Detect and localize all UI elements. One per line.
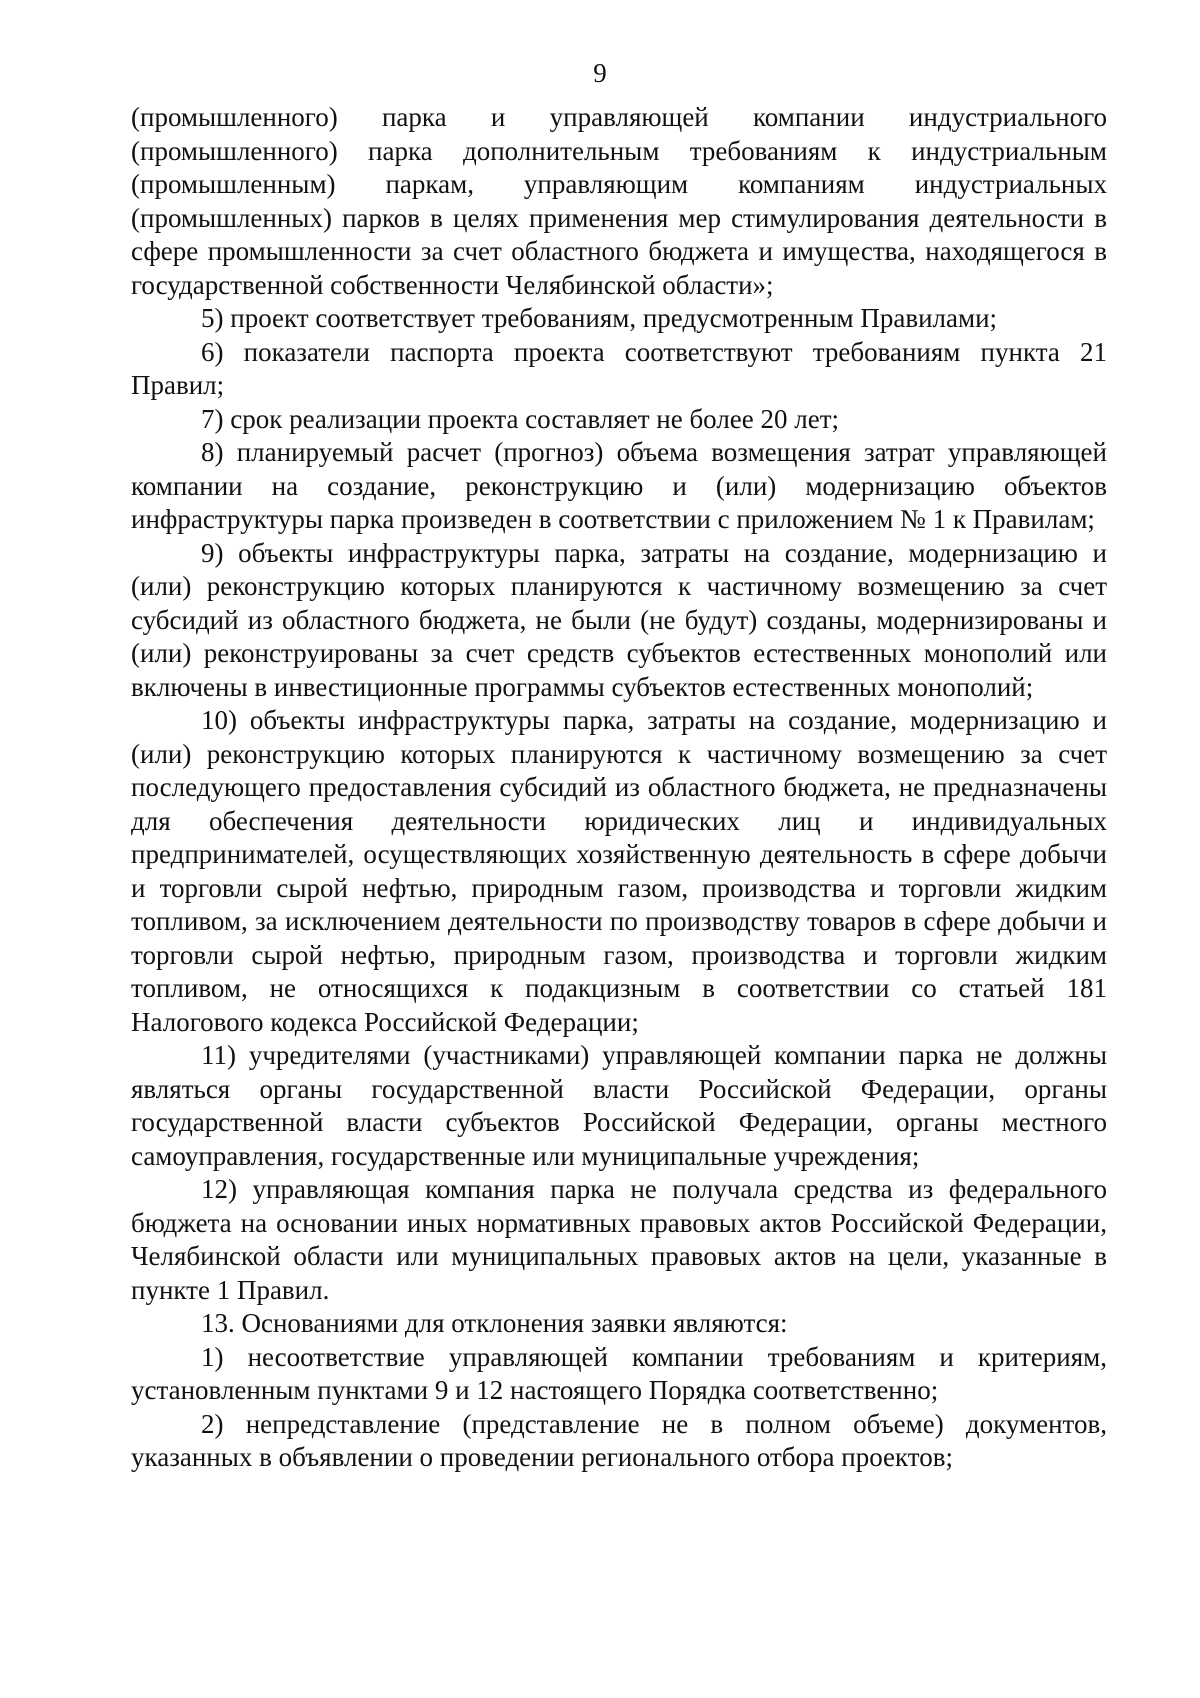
paragraph-item-12: 12) управляющая компания парка не получала средства из федерального бюджета на основании иных нормативных правовых актов Российской Федерации, Челябинской области или муниципальных правовых актов на цели, указанные в пункте 1 Правил. (131, 1174, 1107, 1305)
paragraph-item-6: 6) показатели паспорта проекта соответствуют требованиям пункта 21 Правил; (131, 336, 1107, 400)
section-13-heading: 13. Основаниями для отклонения заявки являются: (201, 1308, 788, 1338)
paragraph-rejection-1: 1) несоответствие управляющей компании требованиям и критериям, установленным пунктами 9 и 12 настоящего Порядка соответственно; (131, 1341, 1107, 1405)
paragraph-item-5: 5) проект соответствует требованиям, предусмотренным Правилами; (201, 303, 998, 333)
paragraph-item-11: 11) учредителями (участниками) управляющей компании парка не должны являться органы государственной власти Российской Федерации, органы государственной власти субъектов Российской Федерации, органы местного самоуправления, государственные или муниципальные учреждения; (131, 1040, 1107, 1171)
paragraph-item-9: 9) объекты инфраструктуры парка, затраты на создание, модернизацию и (или) реконструкцию которых планируются к частичному возмещению за счет субсидий из областного бюджета, не были (не будут) созданы, модернизированы и (или) реконструированы за счет средств субъектов естественных монополий или включены в инвестиционные программы субъектов естественных монополий; (131, 537, 1107, 702)
body-text (131, 101, 1107, 1475)
paragraph-item-8: 8) планируемый расчет (прогноз) объема возмещения затрат управляющей компании на создание, реконструкцию и (или) модернизацию объектов инфраструктуры парка произведен в соответствии с приложением № 1 к Правилам; (131, 437, 1107, 534)
paragraph-rejection-2: 2) непредставление (представление не в полном объеме) документов, указанных в объявлении о проведении регионального отбора проектов; (131, 1408, 1107, 1472)
paragraph-continuation: (промышленного) парка и управляющей компании индустриального (промышленного) парка дополнительным требованиям к индустриальным (промышленным) паркам, управляющим компаниям индустриальных (промышленных) парков в целях применения мер стимулирования деятельности в сфере промышленности за счет областного бюджета и имущества, находящегося в государственной собственности Челябинской области»; (131, 102, 1107, 300)
paragraph-item-7: 7) срок реализации проекта составляет не более 20 лет; (201, 403, 840, 434)
page-number: 9 (593, 58, 607, 88)
paragraph-item-10: 10) объекты инфраструктуры парка, затраты на создание, модернизацию и (или) реконструкцию которых планируются к частичному возмещению за счет последующего предоставления субсидий из областного бюджета, не предназначены для обеспечения деятельности юридических лиц и индивидуальных предпринимателей, осуществляющих хозяйственную деятельность в сфере добычи и торговли сырой нефтью, природным газом, производства и торговли жидким топливом, за исключением деятельности по производству товаров в сфере добычи и торговли сырой нефтью, природным газом, производства и торговли жидким топливом, не относящихся к подакцизным в соответствии со статьей 181 Налогового кодекса Российской Федерации; (131, 705, 1107, 1037)
